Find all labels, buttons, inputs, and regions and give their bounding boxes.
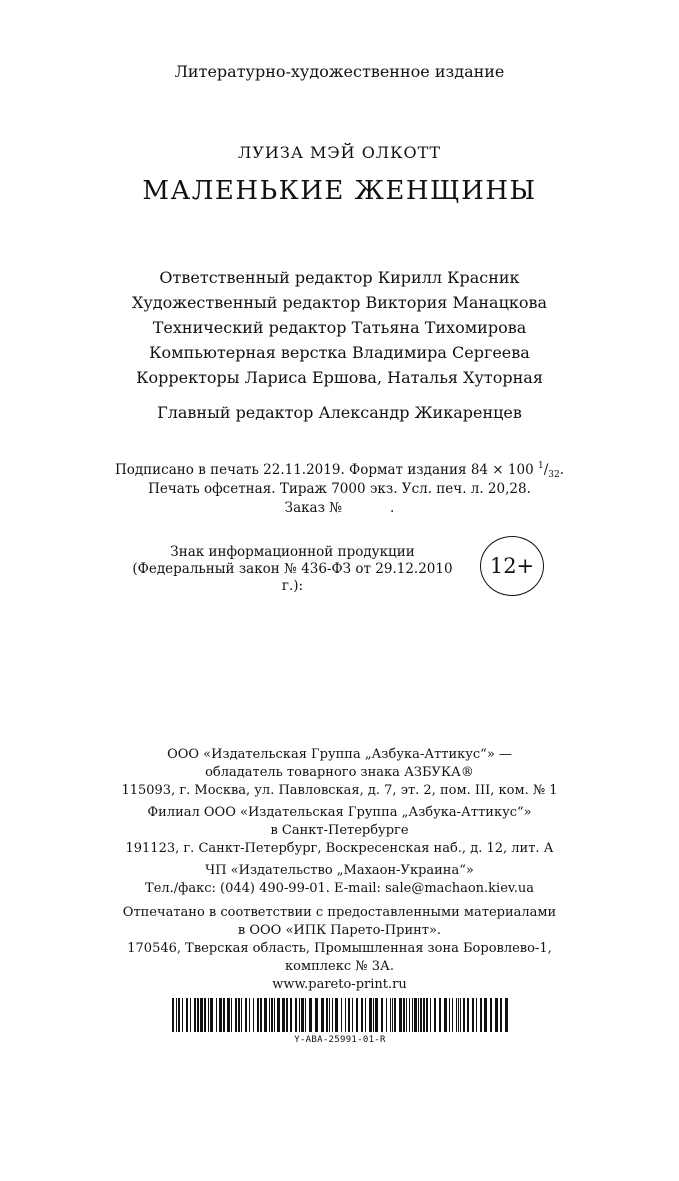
barcode-bar [392,998,393,1032]
publisher-line: Отпечатано в соответствии с предоставленными материалами [122,905,557,920]
barcode-bar [409,998,410,1032]
barcode-bar [426,998,428,1032]
barcode-bar [309,998,312,1032]
barcode-bar [505,998,508,1032]
barcode-bar [418,998,419,1032]
info-sign-line-2: (Федеральный закон № 436-ФЗ от 29.12.2010 г.): [132,561,453,594]
info-sign-line-1: Знак информационной продукции [170,544,415,560]
staff-line: Ответственный редактор Кирилл Красник [159,268,520,287]
barcode-bar [484,998,487,1032]
barcode-bar [375,998,378,1032]
fraction-denominator: 32 [548,470,560,480]
barcode-bar [238,998,240,1032]
barcode-bar [241,998,242,1032]
barcode-bar [223,998,225,1032]
publisher-line: 115093, г. Москва, ул. Павловская, д. 7, эт. 2, пом. III, ком. № 1 [121,783,558,798]
print-line-1 [0,461,679,480]
barcode-bar [210,998,213,1032]
barcode-bar [305,998,306,1032]
publisher-line: Тел./факс: (044) 490-99-01. E-mail: sale@machaon.kiev.ua [145,881,534,896]
barcode-bar [381,998,383,1032]
barcode-bar [472,998,474,1032]
barcode-bar [434,998,436,1032]
fraction-separator: / [543,462,549,478]
barcode-bar [352,998,353,1032]
barcode-bar [219,998,222,1032]
staff-line: Компьютерная верстка Владимира Сергеева [149,343,530,362]
barcode-bar [460,998,461,1032]
book-title: МАЛЕНЬКИЕ ЖЕНЩИНЫ [142,176,537,206]
barcode-bar [227,998,230,1032]
barcode-bar [345,998,346,1032]
barcode-bar [394,998,396,1032]
barcode-bar [253,998,254,1032]
publisher-line: комплекс № 3А. [285,959,394,974]
barcode-bar [463,998,465,1032]
barcode-bar [458,998,459,1032]
barcode-bar [423,998,425,1032]
staff-line: Технический редактор Татьяна Тихомирова [152,318,527,337]
publisher-line: ЧП «Издательство „Махаон-Украина“» [205,863,474,878]
print-line-2: Печать офсетная. Тираж 7000 экз. Усл. печ. л. 20,28. [148,481,531,497]
barcode-bar [369,998,372,1032]
barcode-bar [430,998,431,1032]
barcode-bar [321,998,324,1032]
print-line-1-end: . [559,462,565,478]
barcode-bar [190,998,191,1032]
barcode-bar [456,998,457,1032]
barcode-bar [490,998,492,1032]
barcode-bar [274,998,275,1032]
genre-label: Литературно-художественное издание [174,62,505,81]
barcode-bar [390,998,391,1032]
barcode-bar [299,998,300,1032]
barcode-bar [332,998,333,1032]
barcode-bar [269,998,270,1032]
barcode-bar [301,998,304,1032]
print-format-text: Подписано в печать 22.11.2019. Формат издания 84 × 100 [114,462,534,478]
barcode-bar [282,998,285,1032]
barcode-bar [290,998,292,1032]
barcode-bar [412,998,413,1032]
barcode-bar [348,998,350,1032]
barcode-bar [495,998,498,1032]
barcode-bar [476,998,477,1032]
barcode-bar [186,998,188,1032]
barcode-bar [356,998,358,1032]
age-rating-text: 12+ [489,554,535,578]
barcode-bar [452,998,453,1032]
barcode-bar [245,998,247,1032]
barcode-bar [235,998,237,1032]
barcode-bar [403,998,405,1032]
author-name: ЛУИЗА МЭЙ ОЛКОТТ [237,143,441,162]
barcode-bar [406,998,407,1032]
order-end: . [390,500,395,516]
barcode-bar [257,998,259,1032]
barcode-bar [216,998,217,1032]
barcode-bar [399,998,402,1032]
publisher-line: обладатель товарного знака АЗБУКА® [205,765,474,780]
barcode-bar [264,998,267,1032]
publisher-line: в Санкт-Петербурге [270,823,409,838]
barcode-bar [335,998,338,1032]
barcode-bar [176,998,177,1032]
barcode-bar [178,998,180,1032]
publisher-line: 191123, г. Санкт-Петербург, Воскресенская наб., д. 12, лит. А [125,841,554,856]
publisher-line: 170546, Тверская область, Промышленная зона Боровлево-1, [127,941,552,956]
barcode-bar [204,998,206,1032]
order-label: Заказ № [284,500,343,516]
barcode-bar [194,998,196,1032]
barcode-bar [200,998,203,1032]
staff-line: Художественный редактор Виктория Манацкова [131,293,548,312]
barcode-bar [326,998,328,1032]
barcode-bar [361,998,363,1032]
barcode-bar [480,998,482,1032]
barcode-bar [197,998,199,1032]
barcode-bar [172,998,174,1032]
barcode-bar [271,998,273,1032]
barcode [172,998,508,1032]
barcode-bar [449,998,450,1032]
barcode-bar [260,998,262,1032]
age-rating-badge [480,536,544,596]
barcode-bar [373,998,374,1032]
barcode-bar [208,998,209,1032]
barcode-bar [231,998,232,1032]
barcode-bar [386,998,387,1032]
barcode-bar [182,998,183,1032]
barcode-bar [365,998,366,1032]
barcode-bar [315,998,318,1032]
barcode-bar [500,998,502,1032]
order-line [0,500,679,516]
publisher-line: ООО «Издательская Группа „Азбука-Аттикус“» — [167,747,512,762]
barcode-bar [249,998,250,1032]
publisher-line: www.pareto-print.ru [272,977,407,992]
staff-line: Корректоры Лариса Ершова, Наталья Хуторная [136,368,543,387]
fraction-numerator: 1 [537,461,544,471]
barcode-bar [295,998,297,1032]
barcode-bar [329,998,330,1032]
barcode-bar [414,998,417,1032]
barcode-bar [420,998,422,1032]
barcode-bar [341,998,342,1032]
barcode-bar [286,998,288,1032]
publisher-line: Филиал ООО «Издательская Группа „Азбука-Аттикус“» [147,805,532,820]
barcode-text: Y-ABA-25991-01-R [294,1035,386,1045]
info-sign-text [120,544,465,595]
barcode-bar [467,998,469,1032]
barcode-bar [444,998,447,1032]
barcode-bar [439,998,441,1032]
barcode-bar [277,998,280,1032]
chief-editor-line: Главный редактор Александр Жикаренцев [157,403,522,422]
publisher-line: в ООО «ИПК Парето-Принт». [237,923,442,938]
